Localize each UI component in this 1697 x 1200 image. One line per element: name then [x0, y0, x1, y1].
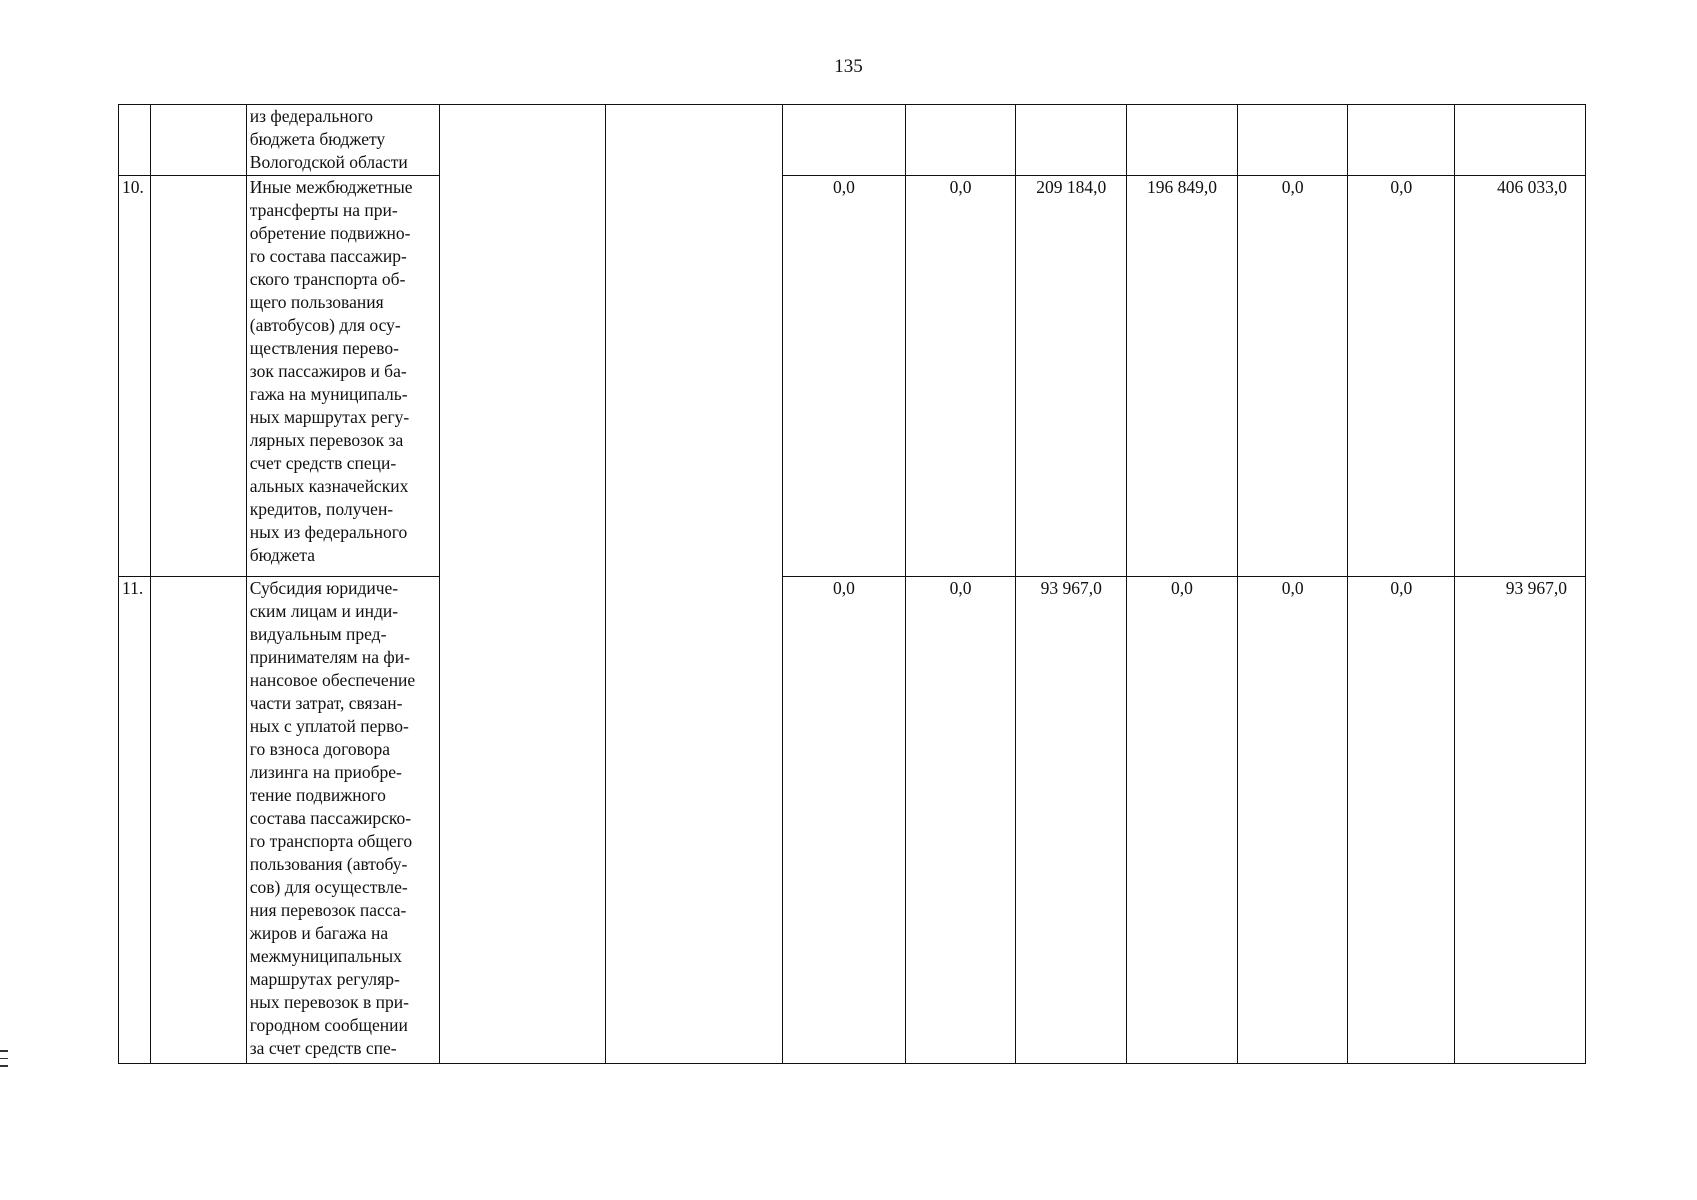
value-cell: 0,0 [1127, 577, 1238, 1064]
value-cell [1455, 105, 1586, 176]
value-cell [783, 105, 906, 176]
value-cell: 0,0 [1237, 176, 1348, 577]
table-row [119, 577, 1586, 1064]
value-cell: 93 967,0 [1016, 577, 1127, 1064]
table-cell [439, 577, 605, 1064]
value-cell: 0,0 [1348, 176, 1455, 577]
table-cell [439, 176, 605, 577]
value-cell: 0,0 [905, 176, 1016, 577]
value-cell [1237, 105, 1348, 176]
value-cell [905, 105, 1016, 176]
row-number: 10. [119, 176, 151, 577]
table-cell [605, 105, 782, 176]
value-cell: 196 849,0 [1127, 176, 1238, 577]
value-cell: 0,0 [905, 577, 1016, 1064]
table-cell [605, 577, 782, 1064]
table-row [119, 176, 1586, 577]
value-cell [1127, 105, 1238, 176]
value-cell: 209 184,0 [1016, 176, 1127, 577]
value-cell: 0,0 [783, 577, 906, 1064]
value-cell: 0,0 [1348, 577, 1455, 1064]
table-cell [439, 105, 605, 176]
row-description: Субсидия юридиче- ским лицам и инди- видуальным пред- принимателям на фи- нансовое обеспечение части затрат, связан- ных с уплатой перво- го взноса договора лизинга на приобре- тение подвижного состава пассажирско- го транспорта общего пользования (автобу- сов) для осуществле- ния перевозок пасса- жиров и багажа на межмуниципальных маршрутах регуляр- ных перевозок в при- городном сообщении за счет средств спе- [246, 577, 439, 1064]
budget-table [118, 104, 1586, 1064]
value-cell: 406 033,0 [1455, 176, 1586, 577]
table-cell [605, 176, 782, 577]
row-number: 11. [119, 577, 151, 1064]
value-cell: 0,0 [783, 176, 906, 577]
page-number: 135 [834, 56, 863, 77]
row-number [119, 105, 151, 176]
row-description: из федерального бюджета бюджету Вологодской области [246, 105, 439, 176]
value-cell [1016, 105, 1127, 176]
table-cell [151, 105, 247, 176]
row-description: Иные межбюджетные трансферты на при- обретение подвижно- го состава пассажир- ского транспорта об- щего пользования (автобусов) для осу- ществления перево- зок пассажиров и ба- гажа на муниципаль- ных маршрутах регу- лярных перевозок за счет средств специ- альных казначейских кредитов, получен- ных из федерального бюджета [246, 176, 439, 577]
value-cell: 0,0 [1237, 577, 1348, 1064]
table-row [119, 105, 1586, 176]
scan-marks [0, 1050, 10, 1073]
table-cell [151, 176, 247, 577]
value-cell [1348, 105, 1455, 176]
value-cell: 93 967,0 [1455, 577, 1586, 1064]
table-cell [151, 577, 247, 1064]
